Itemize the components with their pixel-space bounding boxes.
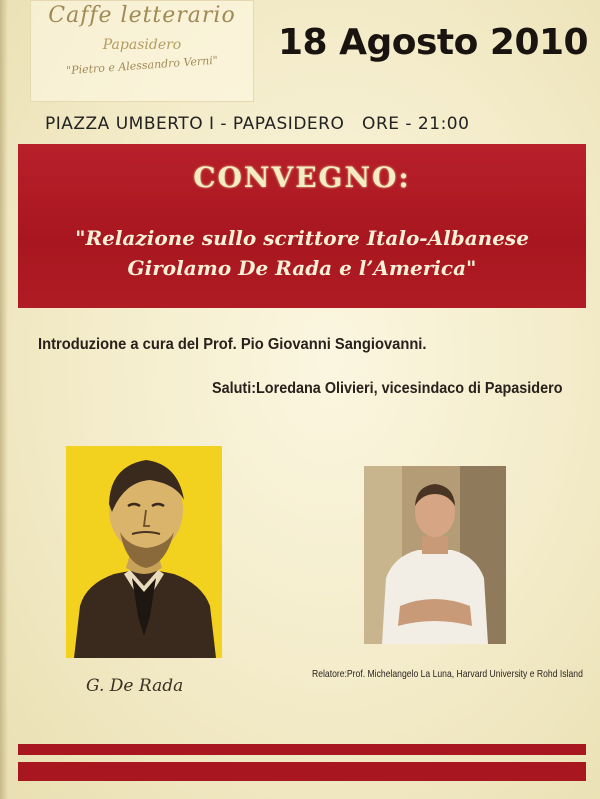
introduction-line: Introduzione a cura del Prof. Pio Giovanni Sangiovanni. [38, 336, 427, 353]
banner-title: CONVEGNO: [193, 161, 411, 194]
relatore-caption: Relatore:Prof. Michelangelo La Luna, Harvard University e Rohd Island [312, 668, 583, 680]
cafe-title: Caffe letterario [48, 3, 236, 28]
cafe-names: "Pietro e Alessandro Verni" [65, 53, 219, 78]
cafe-letterario-logo [30, 0, 254, 102]
de-rada-drawing [66, 446, 222, 658]
de-rada-portrait [66, 446, 222, 658]
relatore-photo [364, 466, 506, 644]
cafe-town: Papasidero [102, 37, 182, 53]
relatore-figure [364, 466, 506, 644]
event-date: 18 Agosto 2010 [278, 22, 589, 63]
de-rada-caption: G. De Rada [86, 676, 184, 696]
greetings-line: Saluti:Loredana Olivieri, vicesindaco di Papasidero [212, 380, 563, 397]
bottom-stripe-thick [18, 762, 586, 781]
bottom-stripe-thin [18, 744, 586, 755]
banner-subtitle-line1: "Relazione sullo scrittore Italo-Albanese [75, 226, 529, 250]
convegno-banner [18, 144, 586, 308]
venue-and-time: PIAZZA UMBERTO I - PAPASIDERO ORE - 21:00 [45, 114, 470, 134]
banner-subtitle-line2: Girolamo De Rada e l’America" [127, 256, 477, 280]
